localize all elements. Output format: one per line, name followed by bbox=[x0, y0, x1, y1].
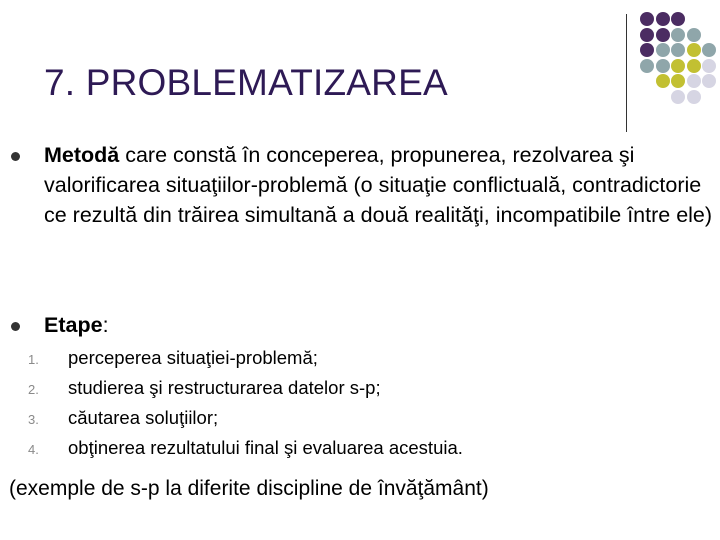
step-number: 3. bbox=[28, 412, 39, 427]
decorative-dot bbox=[640, 59, 654, 73]
decorative-dot bbox=[671, 28, 685, 42]
decorative-dot bbox=[640, 43, 654, 57]
decorative-dot bbox=[687, 90, 701, 104]
decorative-dot bbox=[671, 74, 685, 88]
decorative-dot bbox=[702, 59, 716, 73]
slide-title: 7. PROBLEMATIZAREA bbox=[44, 62, 448, 103]
decorative-dot bbox=[656, 28, 670, 42]
stages-term: Etape bbox=[44, 313, 103, 337]
decorative-dot bbox=[671, 43, 685, 57]
decorative-dot bbox=[656, 59, 670, 73]
method-definition bbox=[44, 140, 714, 230]
step-text: căutarea soluţiilor; bbox=[68, 407, 219, 428]
step-text: perceperea situaţiei-problemă; bbox=[68, 347, 318, 368]
step-number: 1. bbox=[28, 352, 39, 367]
decorative-dot bbox=[640, 28, 654, 42]
decorative-dot bbox=[687, 28, 701, 42]
method-term: Metodă bbox=[44, 143, 120, 167]
step-number: 4. bbox=[28, 442, 39, 457]
bullet-icon bbox=[11, 322, 20, 331]
decorative-dot bbox=[702, 43, 716, 57]
decorative-dot bbox=[687, 59, 701, 73]
decorative-divider bbox=[626, 14, 627, 132]
decorative-dot bbox=[671, 12, 685, 26]
stages-heading bbox=[44, 310, 109, 340]
step-text: studierea şi restructurarea datelor s-p; bbox=[68, 377, 381, 398]
decorative-dot bbox=[656, 74, 670, 88]
decorative-dot bbox=[656, 12, 670, 26]
decorative-dot bbox=[640, 12, 654, 26]
decorative-dot bbox=[702, 74, 716, 88]
decorative-dot bbox=[687, 43, 701, 57]
bullet-icon bbox=[11, 152, 20, 161]
decorative-dot bbox=[671, 90, 685, 104]
examples-note: (exemple de s-p la diferite discipline de învăţământ) bbox=[9, 477, 489, 500]
step-number: 2. bbox=[28, 382, 39, 397]
stages-suffix: : bbox=[102, 313, 109, 337]
decorative-dot bbox=[671, 59, 685, 73]
decorative-dot bbox=[656, 43, 670, 57]
method-text: care constă în conceperea, propunerea, rezolvarea şi valorificarea situaţiilor-problemă (o situaţie conflictuală, contradictorie ce rezultă din trăirea simultană a două realităţi, incompatibile între ele) bbox=[44, 143, 713, 227]
step-text: obţinerea rezultatului final şi evaluarea acestuia. bbox=[68, 437, 463, 458]
decorative-dot bbox=[687, 74, 701, 88]
